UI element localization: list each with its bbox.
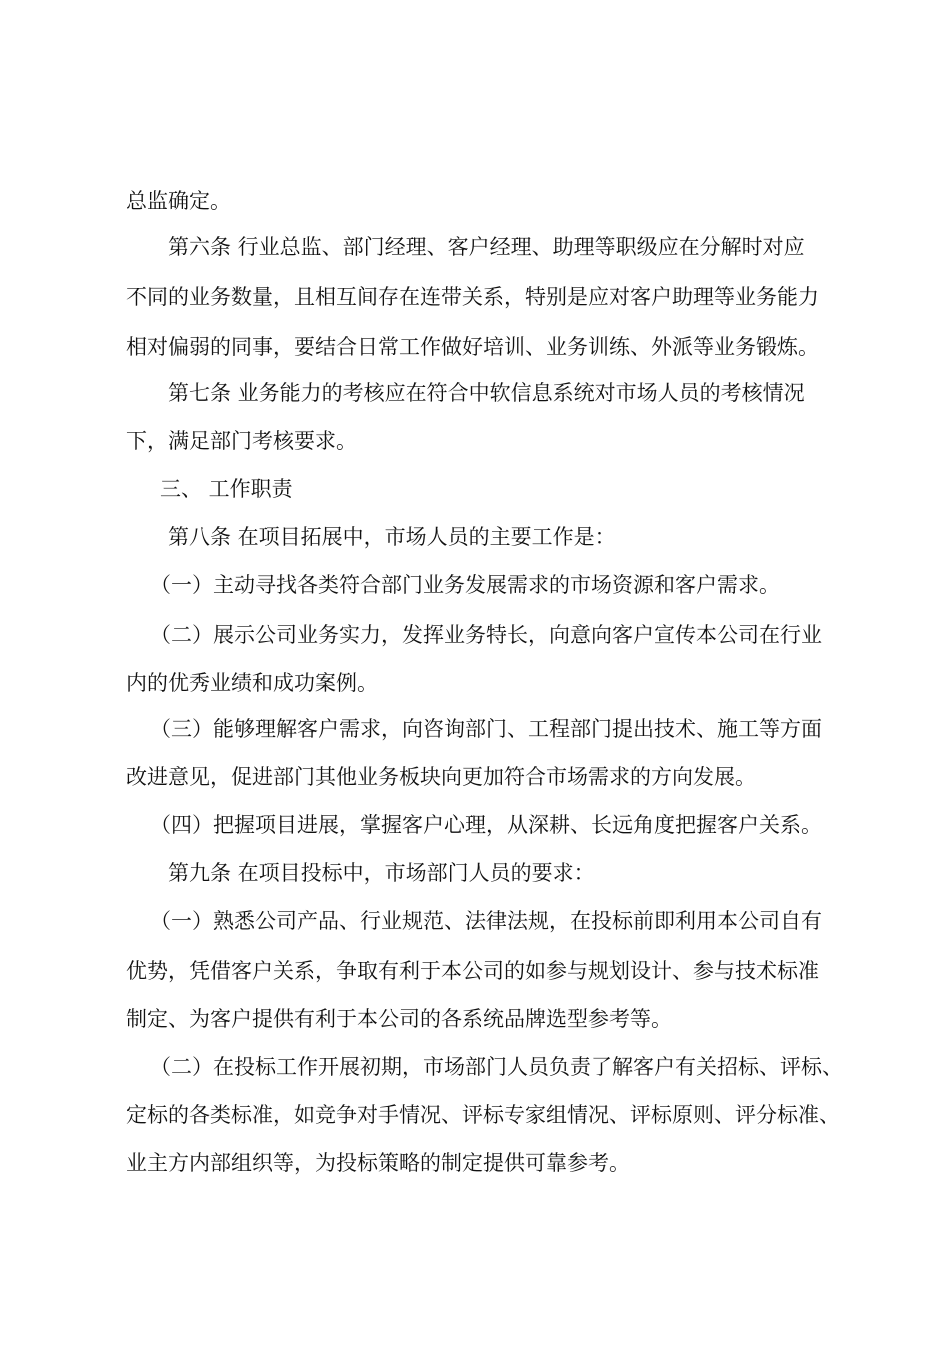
paragraph-line: 不同的业务数量，且相互间存在连带关系，特别是应对客户助理等业务能力 xyxy=(126,285,819,309)
paragraph-line: 业主方内部组织等，为投标策略的制定提供可靠参考。 xyxy=(126,1151,630,1175)
paragraph-line: 定标的各类标准，如竞争对手情况、评标专家组情况、评标原则、评分标准、 xyxy=(126,1103,840,1127)
paragraph-line: 相对偏弱的同事，要结合日常工作做好培训、业务训练、外派等业务锻炼。 xyxy=(126,335,819,359)
paragraph-line: 总监确定。 xyxy=(126,189,231,213)
list-item-line: （二）展示公司业务实力，发挥业务特长，向意向客户宣传本公司在行业 xyxy=(150,623,822,647)
paragraph-line: 改进意见，促进部门其他业务板块向更加符合市场需求的方向发展。 xyxy=(126,765,756,789)
list-item-line: （三）能够理解客户需求，向咨询部门、工程部门提出技术、施工等方面 xyxy=(150,717,822,741)
list-item-line: （四）把握项目进展，掌握客户心理，从深耕、长远角度把握客户关系。 xyxy=(150,813,822,837)
list-item-line: （一）熟悉公司产品、行业规范、法律法规，在投标前即利用本公司自有 xyxy=(150,909,822,933)
paragraph-line: 制定、为客户提供有利于本公司的各系统品牌选型参考等。 xyxy=(126,1007,672,1031)
section-heading-work-duties: 三、 工作职责 xyxy=(160,477,293,501)
article-9-heading-line: 第九条 在项目投标中，市场部门人员的要求： xyxy=(168,861,595,885)
article-7-heading-line: 第七条 业务能力的考核应在符合中软信息系统对市场人员的考核情况 xyxy=(168,381,805,405)
article-8-heading-line: 第八条 在项目拓展中，市场人员的主要工作是： xyxy=(168,525,616,549)
list-item-line: （一）主动寻找各类符合部门业务发展需求的市场资源和客户需求。 xyxy=(150,573,780,597)
paragraph-line: 内的优秀业绩和成功案例。 xyxy=(126,671,378,695)
paragraph-line: 优势，凭借客户关系，争取有利于本公司的如参与规划设计、参与技术标准 xyxy=(126,959,819,983)
paragraph-line: 下，满足部门考核要求。 xyxy=(126,429,357,453)
list-item-line: （二）在投标工作开展初期，市场部门人员负责了解客户有关招标、评标、 xyxy=(150,1055,843,1079)
article-6-heading-line: 第六条 行业总监、部门经理、客户经理、助理等职级应在分解时对应 xyxy=(168,235,805,259)
